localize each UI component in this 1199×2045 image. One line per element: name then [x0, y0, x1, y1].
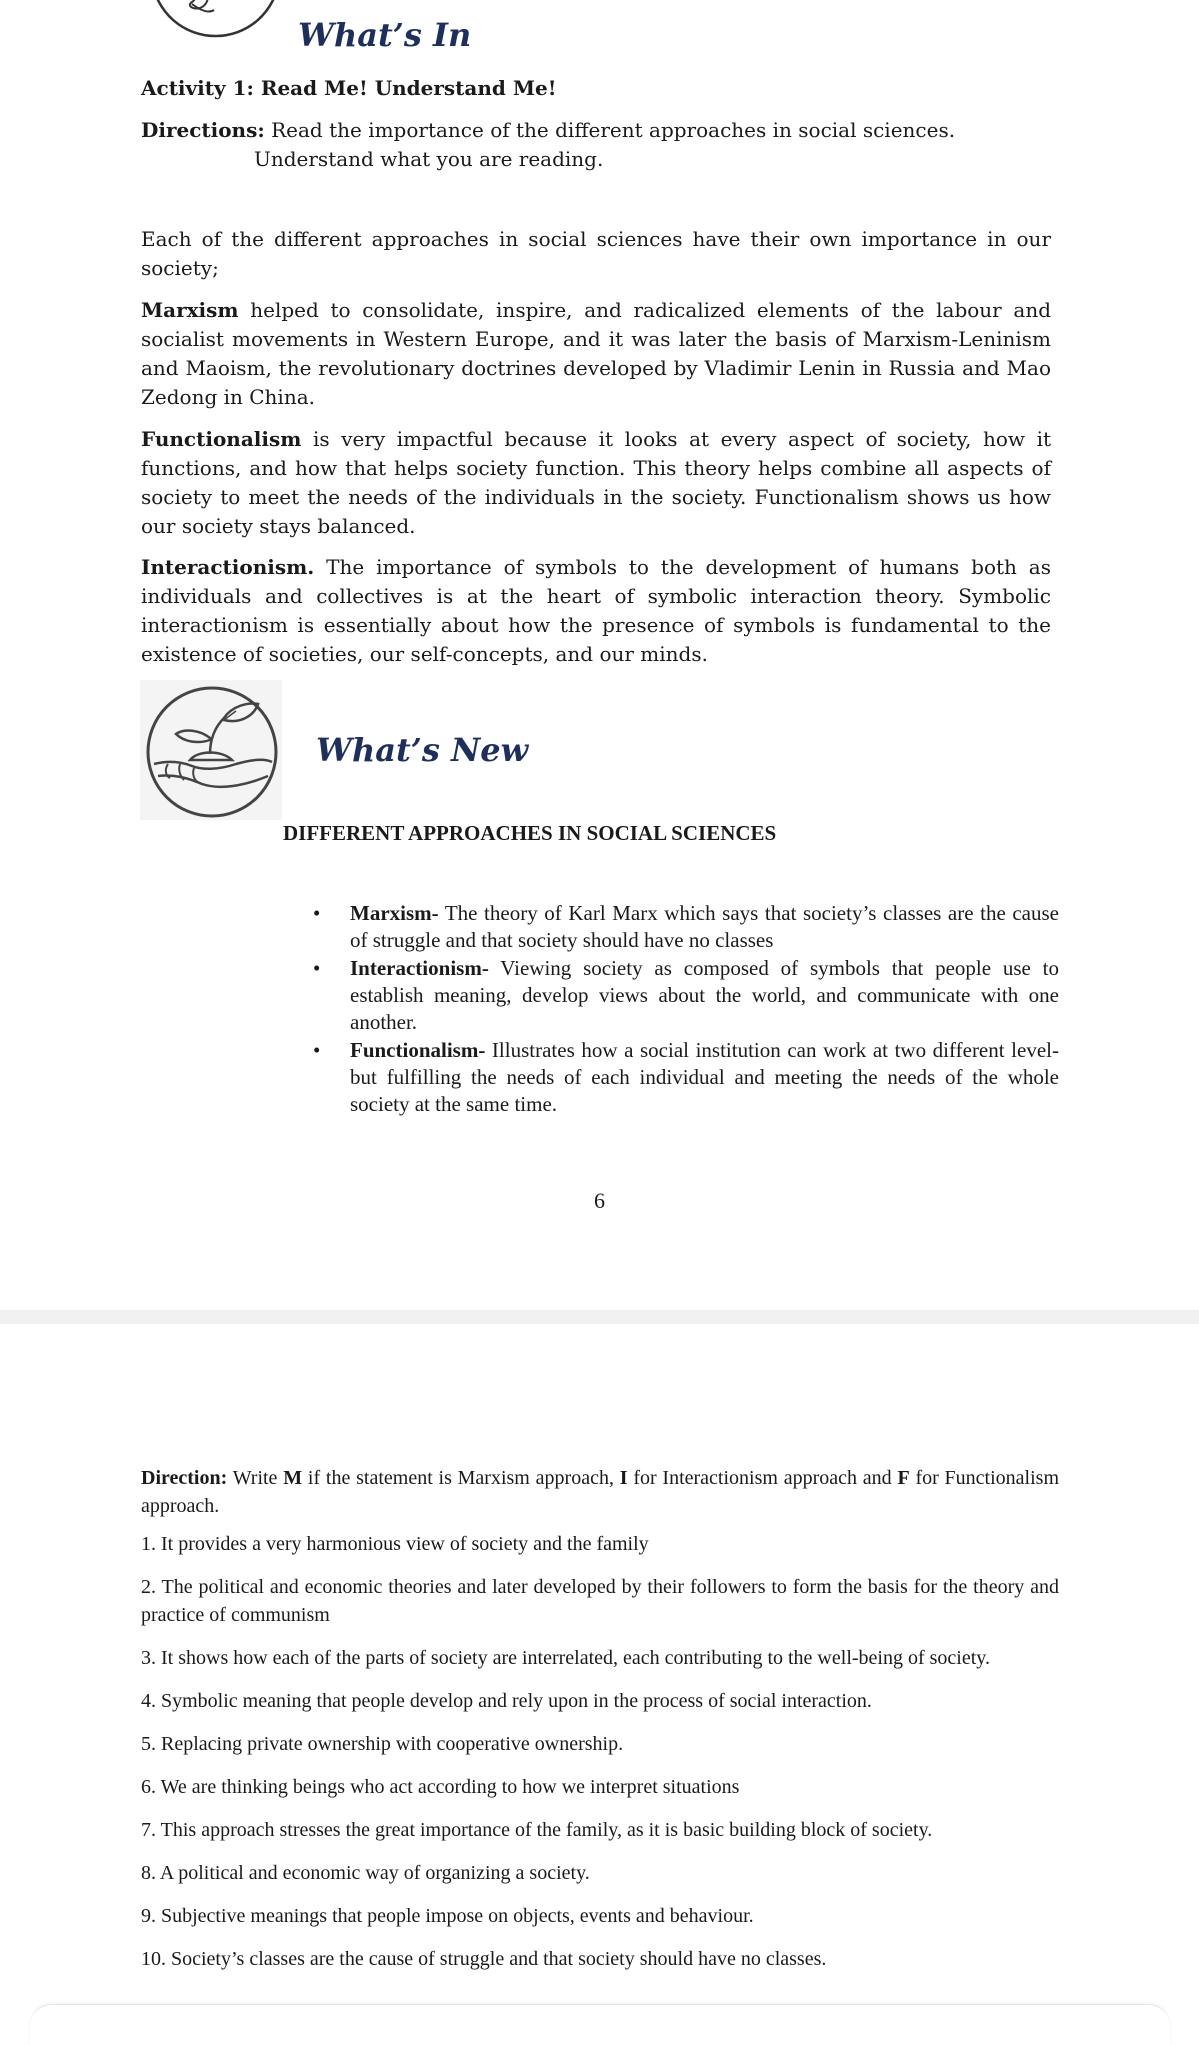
hand-seedling-icon [140, 680, 282, 820]
approach-term: Interactionism- [350, 956, 489, 980]
statement-8: 8. A political and economic way of organizing a society. [141, 1862, 590, 1884]
interactionism-paragraph [141, 553, 1051, 669]
whats-new-title: What’s New [316, 731, 529, 769]
approaches-list [283, 900, 1059, 1119]
quiz-direction-label: Direction: [141, 1467, 228, 1489]
marxism-term: Marxism [141, 298, 239, 322]
intro-paragraph: Each of the different approaches in social sciences have their own importance in our society; [141, 227, 1051, 280]
directions-text-line1: Read the importance of the different approaches in social sciences. [271, 118, 956, 142]
interactionism-term: Interactionism. [141, 555, 315, 579]
list-item-interactionism [283, 955, 1059, 1036]
marxism-letter: M [283, 1467, 303, 1489]
statement-9: 9. Subjective meanings that people impose on objects, events and behaviour. [141, 1905, 754, 1927]
statement-5: 5. Replacing private ownership with cooperative ownership. [141, 1733, 624, 1755]
list-item-marxism [283, 900, 1059, 954]
functionalism-text: is very impactful because it looks at every aspect of society, how it functions, and how that helps society function. This theory helps combine all aspects of society to meet the needs of the individuals in the society. Functionalism shows us how our society stays balanced. [141, 427, 1052, 538]
quiz-direction-text: for Functionalism approach. [141, 1467, 1059, 1517]
functionalism-paragraph [141, 425, 1051, 541]
statement-1: 1. It provides a very harmonious view of society and the family [141, 1533, 649, 1555]
approaches-heading: DIFFERENT APPROACHES IN SOCIAL SCIENCES [283, 821, 777, 845]
statement-3: 3. It shows how each of the parts of society are interrelated, each contributing to the well-being of society. [141, 1647, 990, 1669]
directions-label: Directions: [141, 118, 265, 142]
approach-term: Marxism- [350, 901, 439, 925]
bullet: • [313, 901, 321, 925]
bullet: • [313, 1038, 321, 1062]
statement-4: 4. Symbolic meaning that people develop and rely upon in the process of social interaction. [141, 1690, 872, 1712]
directions-text-line2: Understand what you are reading. [254, 147, 604, 171]
statement-2: 2. The political and economic theories and later developed by their followers to form the basis for the theory and practice of communism [141, 1576, 1059, 1626]
interactionism-text: The importance of symbols to the development of humans both as individuals and collectives is at the heart of symbolic interaction theory. Symbolic interactionism is essentially about how the presence of symbols is fundamental to the existence of societies, our self-concepts, and our minds. [141, 555, 1051, 666]
functionalism-letter: F [897, 1467, 910, 1489]
functionalism-term: Functionalism [141, 427, 302, 451]
activity-title: Activity 1: Read Me! Understand Me! [141, 76, 557, 100]
page-number: 6 [594, 1188, 605, 1213]
statement-6: 6. We are thinking beings who act according to how we interpret situations [141, 1776, 740, 1798]
quiz-direction-text: Write [227, 1467, 284, 1489]
approach-definition: Illustrates how a social institution can work at two different level-but fulfilling the needs of each individual and meeting the needs of the whole society at the same time. [350, 1038, 1059, 1116]
quiz-direction [141, 1464, 1059, 1520]
directions [141, 116, 1051, 174]
list-item-functionalism [283, 1037, 1059, 1118]
statement-10: 10. Society’s classes are the cause of struggle and that society should have no classes. [141, 1948, 827, 1970]
approach-definition: Viewing society as composed of symbols that people use to establish meaning, develop views about the world, and communicate with one another. [350, 956, 1059, 1034]
bullet: • [313, 956, 321, 980]
interactionism-letter: I [619, 1467, 628, 1489]
whats-in-title: What’s In [298, 16, 472, 54]
next-page-edge [30, 2004, 1170, 2045]
quiz-direction-text: if the statement is Marxism approach, [302, 1467, 620, 1489]
globe-icon [148, 0, 283, 38]
marxism-paragraph [141, 296, 1051, 412]
document-page-2 [0, 1324, 1199, 2029]
quiz-direction-text: for Interactionism approach and [627, 1467, 898, 1489]
page-divider [0, 1310, 1199, 1324]
approach-definition: The theory of Karl Marx which says that society’s classes are the cause of struggle and that society should have no classes [350, 901, 1059, 952]
approach-term: Functionalism- [350, 1038, 486, 1062]
statement-7: 7. This approach stresses the great importance of the family, as it is basic building block of society. [141, 1819, 933, 1841]
marxism-text: helped to consolidate, inspire, and radicalized elements of the labour and socialist movements in Western Europe, and it was later the basis of Marxism-Leninism and Maoism, the revolutionary doctrines developed by Vladimir Lenin in Russia and Mao Zedong in China. [141, 298, 1052, 409]
